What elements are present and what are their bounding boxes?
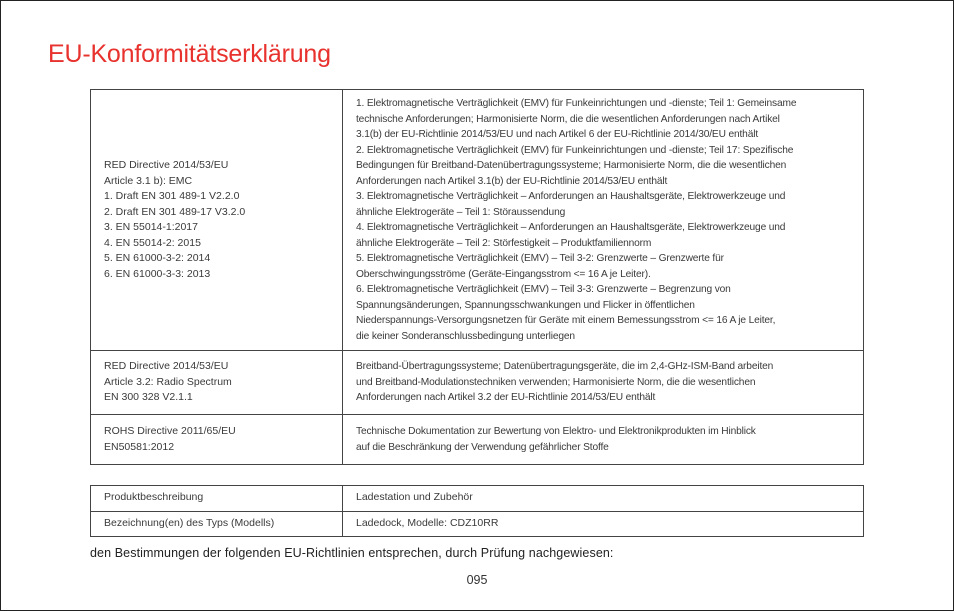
directive-line: Article 3.1 b): EMC	[104, 174, 193, 187]
description-line: 5. Elektromagnetische Verträglichkeit (EMV) – Teil 3-2: Grenzwerte – Grenzwerte für	[356, 253, 724, 264]
model-label-cell: Bezeichnung(en) des Typs (Modells)	[91, 511, 343, 537]
description-line: und Breitband-Modulationstechniken verwenden; Harmonisierte Norm, die die wesentlichen	[356, 376, 756, 388]
description-line: Spannungsänderungen, Spannungsschwankungen und Flicker in öffentlichen	[356, 299, 695, 311]
description-line: Anforderungen nach Artikel 3.2 der EU-Richtlinie 2014/53/EU enthält	[356, 392, 656, 404]
description-line: Technische Dokumentation zur Bewertung von Elektro- und Elektronikprodukten im Hinblick	[356, 426, 756, 437]
directive-line: RED Directive 2014/53/EU	[104, 159, 229, 171]
description-line: technische Anforderungen; Harmonisierte Norm, die die wesentlichen Anforderungen nach Artikel	[356, 113, 780, 125]
standard-line: 4. EN 55014-2: 2015	[104, 236, 201, 249]
description-line: 1. Elektromagnetische Verträglichkeit (EMV) für Funkeinrichtungen und -dienste; Teil 1: Gemeinsame	[356, 98, 797, 109]
description-line: auf die Beschränkung der Verwendung gefährlicher Stoffe	[356, 441, 609, 453]
standard-line: 2. Draft EN 301 489-17 V3.2.0	[104, 205, 246, 218]
page-title: EU-Konformitätserklärung	[48, 40, 331, 68]
standard-line: 5. EN 61000-3-2: 2014	[104, 252, 211, 264]
description-line: 2. Elektromagnetische Verträglichkeit (EMV) für Funkeinrichtungen und -dienste; Teil 17: Spezifische	[356, 144, 794, 156]
description-line: Niederspannungs-Versorgungsnetzen für Geräte mit einem Bemessungsstrom <= 16 A je Leiter,	[356, 315, 776, 326]
table-row	[91, 511, 864, 537]
description-line: 4. Elektromagnetische Verträglichkeit – Anforderungen an Haushaltsgeräte, Elektrowerkzeuge und	[356, 222, 786, 233]
table-row	[91, 90, 864, 351]
directive-line: Article 3.2: Radio Spectrum	[104, 375, 232, 388]
directive-line: RED Directive 2014/53/EU	[104, 360, 229, 373]
description-cell	[343, 90, 864, 351]
model-value-cell: Ladedock, Modelle: CDZ10RR	[343, 511, 864, 537]
directive-line: ROHS Directive 2011/65/EU	[104, 425, 236, 437]
footer-text: den Bestimmungen der folgenden EU-Richtlinien entsprechen, durch Prüfung nachgewiesen:	[90, 546, 614, 560]
standard-line: EN50581:2012	[104, 440, 175, 453]
description-line: die keiner Sonderanschlussbedingung unterliegen	[356, 330, 575, 342]
product-table	[90, 485, 864, 537]
description-line: 3. Elektromagnetische Verträglichkeit – Anforderungen an Haushaltsgeräte, Elektrowerkzeuge und	[356, 191, 786, 202]
description-line: Oberschwingungsströme (Geräte-Eingangsstrom <= 16 A je Leiter).	[356, 268, 651, 280]
product-label-cell: Produktbeschreibung	[91, 486, 343, 512]
standard-line: EN 300 328 V2.1.1	[104, 391, 193, 404]
description-cell	[343, 415, 864, 465]
description-line: 3.1(b) der EU-Richtlinie 2014/53/EU und nach Artikel 6 der EU-Richtlinie 2014/30/EU enthält	[356, 129, 758, 140]
directive-cell	[91, 415, 343, 465]
standard-line: 1. Draft EN 301 489-1 V2.2.0	[104, 190, 240, 202]
page-number: 095	[466, 573, 488, 587]
description-cell	[343, 351, 864, 415]
description-line: 6. Elektromagnetische Verträglichkeit (EMV) – Teil 3-3: Grenzwerte – Begrenzung von	[356, 284, 731, 295]
directive-cell	[91, 351, 343, 415]
table-row	[91, 351, 864, 415]
description-line: Anforderungen nach Artikel 3.1(b) der EU-Richtlinie 2014/53/EU enthält	[356, 175, 668, 187]
description-line: Breitband-Übertragungssysteme; Datenübertragungsgeräte, die im 2,4-GHz-ISM-Band arbeiten	[356, 361, 774, 373]
description-line: ähnliche Elektrogeräte – Teil 1: Störaussendung	[356, 206, 566, 218]
table-row	[91, 486, 864, 512]
product-value-cell: Ladestation und Zubehör	[343, 486, 864, 512]
standard-line: 3. EN 55014-1:2017	[104, 221, 198, 233]
standard-line: 6. EN 61000-3-3: 2013	[104, 267, 211, 280]
description-line: Bedingungen für Breitband-Datenübertragungssysteme; Harmonisierte Norm, die die wesentlichen	[356, 160, 787, 171]
directive-cell	[91, 90, 343, 351]
description-line: ähnliche Elektrogeräte – Teil 2: Störfestigkeit – Produktfamiliennorm	[356, 237, 652, 249]
table-row	[91, 415, 864, 465]
standards-table	[90, 89, 864, 465]
